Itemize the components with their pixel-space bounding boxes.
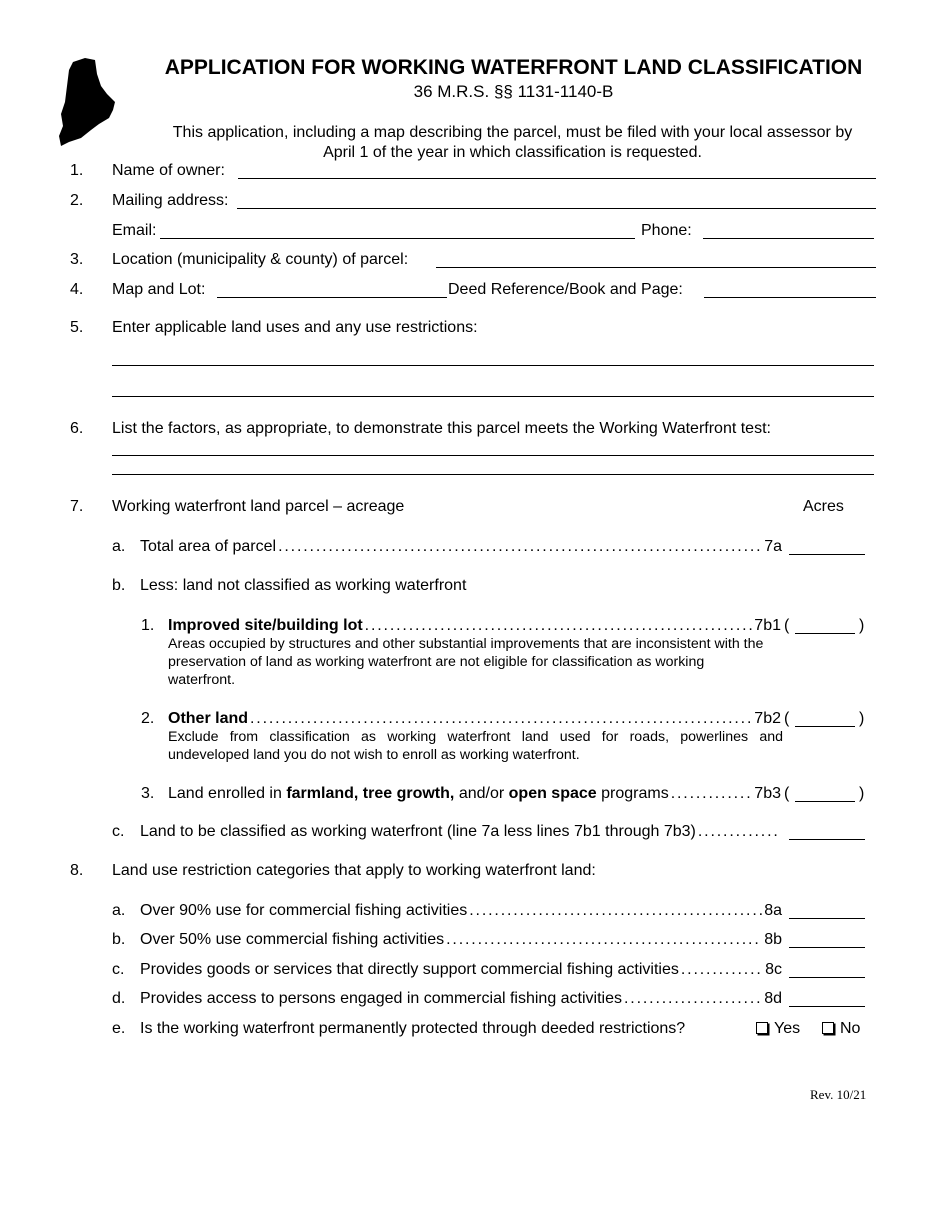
intro-text [140,123,885,163]
mailing-address-field[interactable] [237,208,876,209]
code-7b3: 7b3 [754,785,781,802]
land-uses-label: Enter applicable land uses and any use restrictions: [112,319,478,336]
phone-label: Phone: [641,222,692,239]
paren-open-7b2: ( [784,710,790,727]
no-checkbox[interactable] [822,1022,834,1034]
item-7b-letter: b. [112,577,126,594]
total-area-label: Total area of parcel [140,538,277,555]
improved-site-field[interactable] [795,633,855,634]
goods-services-label: Provides goods or services that directly support commercial fishing activities [140,961,679,978]
paren-open-7b3: ( [784,785,790,802]
code-8d: 8d [764,990,782,1007]
revision-label: Rev. 10/21 [810,1087,867,1102]
total-area-field[interactable] [789,554,865,555]
map-lot-label: Map and Lot: [112,281,206,298]
land-uses-line-2[interactable] [112,396,874,397]
item-7b3-number: 3. [141,785,155,802]
leader-dots [365,617,753,635]
item-8e-letter: e. [112,1020,126,1037]
yes-label: Yes [774,1020,801,1037]
deed-reference-label: Deed Reference/Book and Page: [448,281,683,298]
other-land-note: Exclude from classification as working waterfront land used for roads, powerlines and undeveloped land you do not wish to enroll as working waterfront. [168,729,783,763]
code-8a: 8a [764,902,782,919]
factors-line-1[interactable] [112,455,874,456]
item-7b2-number: 2. [141,710,155,727]
enrolled-programs-bold-2: open space [508,785,597,802]
goods-services-field[interactable] [789,977,865,978]
email-field[interactable] [160,238,635,239]
paren-close-7b1: ) [859,617,865,634]
item-number-6: 6. [70,420,84,437]
item-number-4: 4. [70,281,84,298]
item-number-2: 2. [70,192,84,209]
restriction-categories-label: Land use restriction categories that apply to working waterfront land: [112,862,596,879]
item-8b-row [140,931,782,949]
access-persons-field[interactable] [789,1006,865,1007]
statute-reference: 36 M.R.S. §§ 1131-1140-B [413,82,614,101]
phone-field[interactable] [703,238,874,239]
item-7c-letter: c. [112,823,125,840]
item-8d-row [140,990,782,1008]
maine-state-silhouette-icon [55,56,119,148]
enrolled-text-post: programs [601,785,669,802]
code-7b1: 7b1 [754,617,781,634]
acreage-label: Working waterfront land parcel – acreage [112,498,405,515]
map-lot-field[interactable] [217,297,447,298]
deed-reference-field[interactable] [704,297,876,298]
item-7c-row [140,823,782,841]
factors-line-2[interactable] [112,474,874,475]
item-8c-letter: c. [112,961,125,978]
intro-line-2: April 1 of the year in which classification is requested. [323,144,702,161]
intro-line-1: This application, including a map describing the parcel, must be filed with your local assessor by [172,124,853,141]
item-8d-letter: d. [112,990,126,1007]
enrolled-field[interactable] [795,801,855,802]
paren-close-7b2: ) [859,710,865,727]
code-8c: 8c [765,961,782,978]
email-label: Email: [112,222,157,239]
not-classified-label: Less: land not classified as working waterfront [140,577,467,594]
leader-dots [698,823,780,841]
item-number-3: 3. [70,251,84,268]
enrolled-programs-bold-1: farmland, tree growth, [286,785,455,802]
location-field[interactable] [436,267,876,268]
enrolled-text-pre: Land enrolled in [168,785,282,802]
item-number-8: 8. [70,862,84,879]
no-option[interactable] [822,1020,860,1038]
item-8c-row [140,961,782,979]
code-7a: 7a [764,538,782,555]
item-number-7: 7. [70,498,84,515]
classified-land-field[interactable] [789,839,865,840]
item-8a-letter: a. [112,902,126,919]
improved-site-label: Improved site/building lot [168,617,363,634]
yes-option[interactable] [756,1020,800,1038]
item-number-1: 1. [70,162,84,179]
form-title: APPLICATION FOR WORKING WATERFRONT LAND CLASSIFICATION [164,56,863,79]
item-7b1-number: 1. [141,617,155,634]
land-uses-line-1[interactable] [112,365,874,366]
item-7a-letter: a. [112,538,126,555]
mailing-address-label: Mailing address: [112,192,229,209]
over-50-label: Over 50% use commercial fishing activities [140,931,445,948]
owner-field[interactable] [238,178,876,179]
location-label: Location (municipality & county) of parcel: [112,251,409,268]
item-8b-letter: b. [112,931,126,948]
leader-dots [446,931,762,949]
code-8b: 8b [764,931,782,948]
item-7a-row [140,538,782,556]
acres-header: Acres [803,498,844,515]
factors-label: List the factors, as appropriate, to demonstrate this parcel meets the Working Waterfront test: [112,420,771,437]
item-7b1-row [168,617,781,635]
enrolled-text-mid: and/or [458,785,505,802]
other-land-label: Other land [168,710,249,727]
paren-open-7b1: ( [784,617,790,634]
item-7b3-row [168,785,781,803]
leader-dots [278,538,762,556]
access-persons-label: Provides access to persons engaged in commercial fishing activities [140,990,623,1007]
classified-land-label: Land to be classified as working waterfront (line 7a less lines 7b1 through 7b3) [140,823,696,840]
no-label: No [840,1020,861,1037]
over-90-label: Over 90% use for commercial fishing activities [140,902,468,919]
yes-checkbox[interactable] [756,1022,768,1034]
improved-site-note: Areas occupied by structures and other substantial improvements that are inconsistent with the preservation of land as working waterfront are not eligible for classification as working waterfront. [168,636,764,688]
code-7b2: 7b2 [754,710,781,727]
owner-label: Name of owner: [112,162,225,179]
leader-dots [469,902,762,920]
deeded-restrictions-label: Is the working waterfront permanently protected through deeded restrictions? [140,1020,686,1037]
item-number-5: 5. [70,319,84,336]
leader-dots [624,990,762,1008]
over-90-field[interactable] [789,918,865,919]
enrolled-label [168,785,669,803]
item-7b2-row [168,710,781,728]
other-land-field[interactable] [795,726,855,727]
leader-dots [671,785,753,803]
leader-dots [681,961,763,979]
paren-close-7b3: ) [859,785,865,802]
over-50-field[interactable] [789,947,865,948]
item-8a-row [140,902,782,920]
leader-dots [250,710,752,728]
